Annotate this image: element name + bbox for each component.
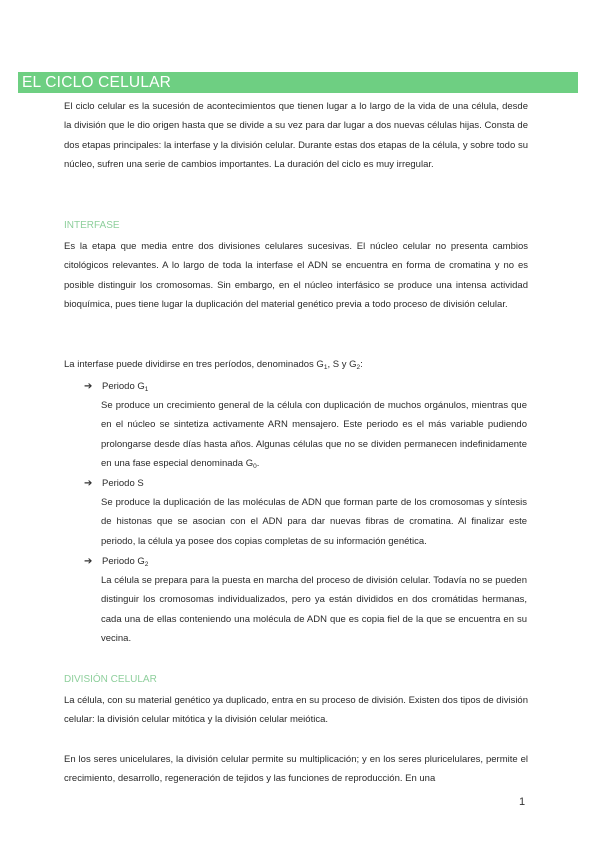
page-number: 1 xyxy=(519,796,526,808)
title-banner xyxy=(18,72,578,93)
bullet-g1: ➔ Periodo $G_1$ xyxy=(84,377,148,396)
g1-text: Se produce un crecimiento general de la célula con duplicación de muchos orgánulos, mientras que en el núcleo se sintetiza activamente ARN mensajero. Este periodo es el más variable pudiendo prolongarse desde días hasta años. Algunas células que no se dividen permanecen indefinidamente en una fase especial denominada $G_0$. xyxy=(101,400,527,470)
interfase-heading: INTERFASE xyxy=(64,220,120,231)
intro-paragraph: El ciclo celular es la sucesión de acontecimientos que tienen lugar a lo largo de la vida de una célula, desde la división que le dio origen hasta que se divide a su vez para dar lugar a dos nuevas células hijas. Consta de dos etapas principales: la interfase y la división celular. Durante estas dos etapas de la célula, y sobre todo su núcleo, sufren una serie de cambios importantes. La duración del ciclo es muy irregular. xyxy=(64,101,528,170)
s-text: Se produce la duplicación de las moléculas de ADN que forman parte de los cromosomas y síntesis de histonas que se asocian con el ADN para dar nuevas fibras de cromatina. Al finalizar este periodo, la célula ya posee dos copias completas de su información genética. xyxy=(101,497,527,547)
division-paragraph-1: La célula, con su material genético ya duplicado, entra en su proceso de división. Existen dos tipos de división celular: la división celular mitótica y la división celular meiótica. xyxy=(64,695,528,726)
page-title: EL CICLO CELULAR xyxy=(22,74,172,91)
interfase-paragraph: Es la etapa que media entre dos divisiones celulares sucesivas. El núcleo celular no presenta cambios citológicos relevantes. A lo largo de toda la interfase el ADN se encuentra en forma de cromatina y no es posible distinguir los cromosomas. Sin embargo, en el núcleo interfásico se produce una intensa actividad bioquímica, pues tiene lugar la duplicación del material genético previa a todo proceso de división celular. xyxy=(64,241,528,310)
g2-text: La célula se prepara para la puesta en marcha del proceso de división celular. Todavía no se pueden distinguir los cromosomas individualizados, pero ya están divididos en dos cromátidas hermanas, cada una de ellas conteniendo una molécula de ADN que es copia fiel de la que se encuentra en su vecina. xyxy=(101,575,527,644)
bullet-s: ➔ Periodo S xyxy=(84,474,144,493)
division-heading: DIVISIÓN CELULAR xyxy=(64,674,157,685)
arrow-right-icon: ➔ xyxy=(84,478,93,489)
periods-intro: La interfase puede dividirse en tres períodos, denominados $G_1$, S y $G_2$: xyxy=(64,359,363,371)
division-paragraph-2: En los seres unicelulares, la división celular permite su multiplicación; y en los seres pluricelulares, permite el crecimiento, desarrollo, regeneración de tejidos y las funciones de reproducción. En una xyxy=(64,754,528,785)
arrow-right-icon: ➔ xyxy=(84,556,93,567)
arrow-right-icon: ➔ xyxy=(84,381,93,392)
bullet-g2: ➔ Periodo $G_2$ xyxy=(84,552,148,571)
